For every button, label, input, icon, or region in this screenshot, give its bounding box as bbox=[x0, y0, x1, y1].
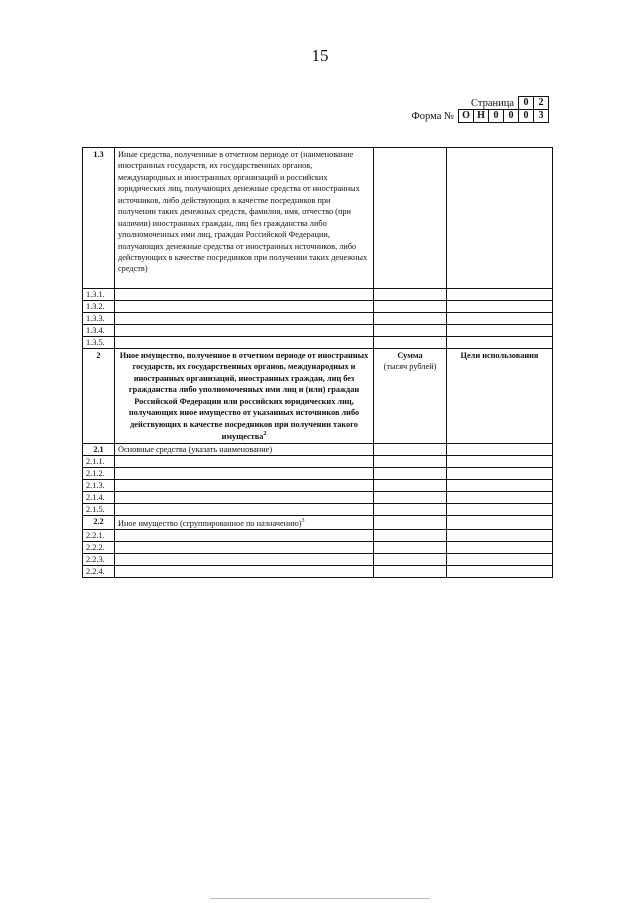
name-cell[interactable] bbox=[115, 301, 374, 313]
name-cell[interactable] bbox=[115, 530, 374, 542]
purpose-cell[interactable] bbox=[447, 325, 553, 337]
table-row bbox=[83, 504, 553, 516]
purpose-cell[interactable] bbox=[447, 504, 553, 516]
name-cell[interactable] bbox=[115, 492, 374, 504]
table-row bbox=[83, 468, 553, 480]
section-2-1-row bbox=[83, 444, 553, 456]
purpose-cell[interactable] bbox=[447, 516, 553, 530]
section-1-3-description: Иные средства, полученные в отчетном периоде от (наименование иностранных государств, их государственных органов, международных и иностранных организаций и российских юридических лиц, получающих денежные средства от иностранных источников, либо действующих в качестве посредников при получении таких денежных средств, фамилия, имя, отчество (при наличии) иностранных граждан, лиц без гражданства либо уполномоченных ими лиц, граждан Российской Федерации, получающих денежные средства от иностранных источников, либо действующих в качестве посредников при получении таких денежных средств) bbox=[115, 148, 374, 289]
row-number: 2.1.2. bbox=[83, 468, 115, 480]
purpose-cell[interactable] bbox=[447, 337, 553, 349]
report-table bbox=[82, 147, 553, 578]
purpose-cell[interactable] bbox=[447, 148, 553, 289]
table-row bbox=[83, 313, 553, 325]
name-cell[interactable] bbox=[115, 542, 374, 554]
row-number: 2.2 bbox=[83, 516, 115, 530]
amount-cell[interactable] bbox=[374, 504, 447, 516]
row-number: 2.2.1. bbox=[83, 530, 115, 542]
form-code-cell: 3 bbox=[533, 109, 549, 123]
name-cell[interactable] bbox=[115, 313, 374, 325]
name-cell[interactable] bbox=[115, 480, 374, 492]
section-2-1-description: Основные средства (указать наименование) bbox=[115, 444, 374, 456]
amount-cell[interactable] bbox=[374, 337, 447, 349]
table-row bbox=[83, 492, 553, 504]
table-row bbox=[83, 301, 553, 313]
purpose-cell[interactable] bbox=[447, 530, 553, 542]
purpose-cell[interactable] bbox=[447, 301, 553, 313]
purpose-cell[interactable] bbox=[447, 566, 553, 578]
page-code-row bbox=[471, 96, 549, 110]
form-code-cell: Н bbox=[473, 109, 489, 123]
table-row bbox=[83, 554, 553, 566]
amount-cell[interactable] bbox=[374, 492, 447, 504]
section-2-description bbox=[115, 349, 374, 444]
purpose-cell[interactable] bbox=[447, 313, 553, 325]
purpose-cell[interactable] bbox=[447, 480, 553, 492]
amount-cell[interactable] bbox=[374, 148, 447, 289]
name-cell[interactable] bbox=[115, 289, 374, 301]
name-cell[interactable] bbox=[115, 554, 374, 566]
amount-cell[interactable] bbox=[374, 289, 447, 301]
amount-cell[interactable] bbox=[374, 468, 447, 480]
amount-cell[interactable] bbox=[374, 554, 447, 566]
section-2-2-row bbox=[83, 516, 553, 530]
sum-unit-label: (тысяч рублей) bbox=[383, 362, 437, 372]
form-label: Форма № bbox=[411, 110, 454, 122]
row-number: 2.2.3. bbox=[83, 554, 115, 566]
amount-cell[interactable] bbox=[374, 542, 447, 554]
form-code-cells bbox=[458, 109, 549, 123]
purpose-cell[interactable] bbox=[447, 492, 553, 504]
amount-cell[interactable] bbox=[374, 325, 447, 337]
page-digit-cells bbox=[518, 96, 549, 110]
section-2-text: Иное имущество, полученное в отчетном периоде от иностранных государств, их государственных органов, международных и иностранных организаций, иностранных граждан, лиц без гражданства либо уполномоченных ими лиц и (или) граждан Российской Федерации или российских юридических лиц, получающих иное имущество от указанных источников либо действующих в качестве посредников при получении такого имущества bbox=[119, 351, 369, 441]
sum-label: Сумма bbox=[397, 351, 423, 360]
table-row bbox=[83, 542, 553, 554]
row-number: 2.1 bbox=[83, 444, 115, 456]
form-code-row bbox=[411, 109, 549, 123]
row-number: 2.2.4. bbox=[83, 566, 115, 578]
name-cell[interactable] bbox=[115, 337, 374, 349]
amount-cell[interactable] bbox=[374, 530, 447, 542]
row-number: 2 bbox=[83, 349, 115, 444]
section-2-2-description bbox=[115, 516, 374, 530]
row-number: 1.3.1. bbox=[83, 289, 115, 301]
purpose-cell[interactable] bbox=[447, 542, 553, 554]
page-digit-cell: 2 bbox=[533, 96, 549, 110]
purpose-cell[interactable] bbox=[447, 554, 553, 566]
name-cell[interactable] bbox=[115, 456, 374, 468]
purpose-cell[interactable] bbox=[447, 444, 553, 456]
section-2-2-text: Иное имущество (сгруппированное по назначению) bbox=[118, 519, 302, 529]
row-number: 1.3.4. bbox=[83, 325, 115, 337]
name-cell[interactable] bbox=[115, 566, 374, 578]
table-row bbox=[83, 337, 553, 349]
sum-column-header bbox=[374, 349, 447, 444]
footnote-marker: 2 bbox=[263, 431, 267, 438]
form-code-cell: 0 bbox=[488, 109, 504, 123]
table-row bbox=[83, 566, 553, 578]
scan-artifact-line bbox=[210, 898, 430, 899]
table-row bbox=[83, 289, 553, 301]
row-number: 1.3.2. bbox=[83, 301, 115, 313]
purpose-cell[interactable] bbox=[447, 468, 553, 480]
row-number: 2.1.4. bbox=[83, 492, 115, 504]
footnote-marker: 3 bbox=[301, 518, 305, 525]
amount-cell[interactable] bbox=[374, 301, 447, 313]
page-label: Страница bbox=[470, 97, 514, 109]
row-number: 2.1.1. bbox=[83, 456, 115, 468]
amount-cell[interactable] bbox=[374, 313, 447, 325]
form-code-cell: 0 bbox=[518, 109, 534, 123]
name-cell[interactable] bbox=[115, 325, 374, 337]
row-number: 2.2.2. bbox=[83, 542, 115, 554]
amount-cell[interactable] bbox=[374, 566, 447, 578]
row-number: 1.3.3. bbox=[83, 313, 115, 325]
page-digit-cell: 0 bbox=[518, 96, 534, 110]
purpose-cell[interactable] bbox=[447, 289, 553, 301]
section-2-row bbox=[83, 349, 553, 444]
form-code-cell: 0 bbox=[503, 109, 519, 123]
amount-cell[interactable] bbox=[374, 480, 447, 492]
amount-cell[interactable] bbox=[374, 456, 447, 468]
row-number: 1.3.5. bbox=[83, 337, 115, 349]
name-cell[interactable] bbox=[115, 468, 374, 480]
row-number: 1.3 bbox=[83, 148, 115, 289]
purpose-cell[interactable] bbox=[447, 456, 553, 468]
section-1-3-row bbox=[83, 148, 553, 289]
name-cell[interactable] bbox=[115, 504, 374, 516]
amount-cell[interactable] bbox=[374, 516, 447, 530]
table-row bbox=[83, 325, 553, 337]
table-row bbox=[83, 530, 553, 542]
row-number: 2.1.3. bbox=[83, 480, 115, 492]
table-row bbox=[83, 456, 553, 468]
amount-cell[interactable] bbox=[374, 444, 447, 456]
row-number: 2.1.5. bbox=[83, 504, 115, 516]
form-code-cell: О bbox=[458, 109, 474, 123]
table-row bbox=[83, 480, 553, 492]
page-number: 15 bbox=[311, 46, 329, 65]
purpose-column-header: Цели использования bbox=[447, 349, 553, 444]
